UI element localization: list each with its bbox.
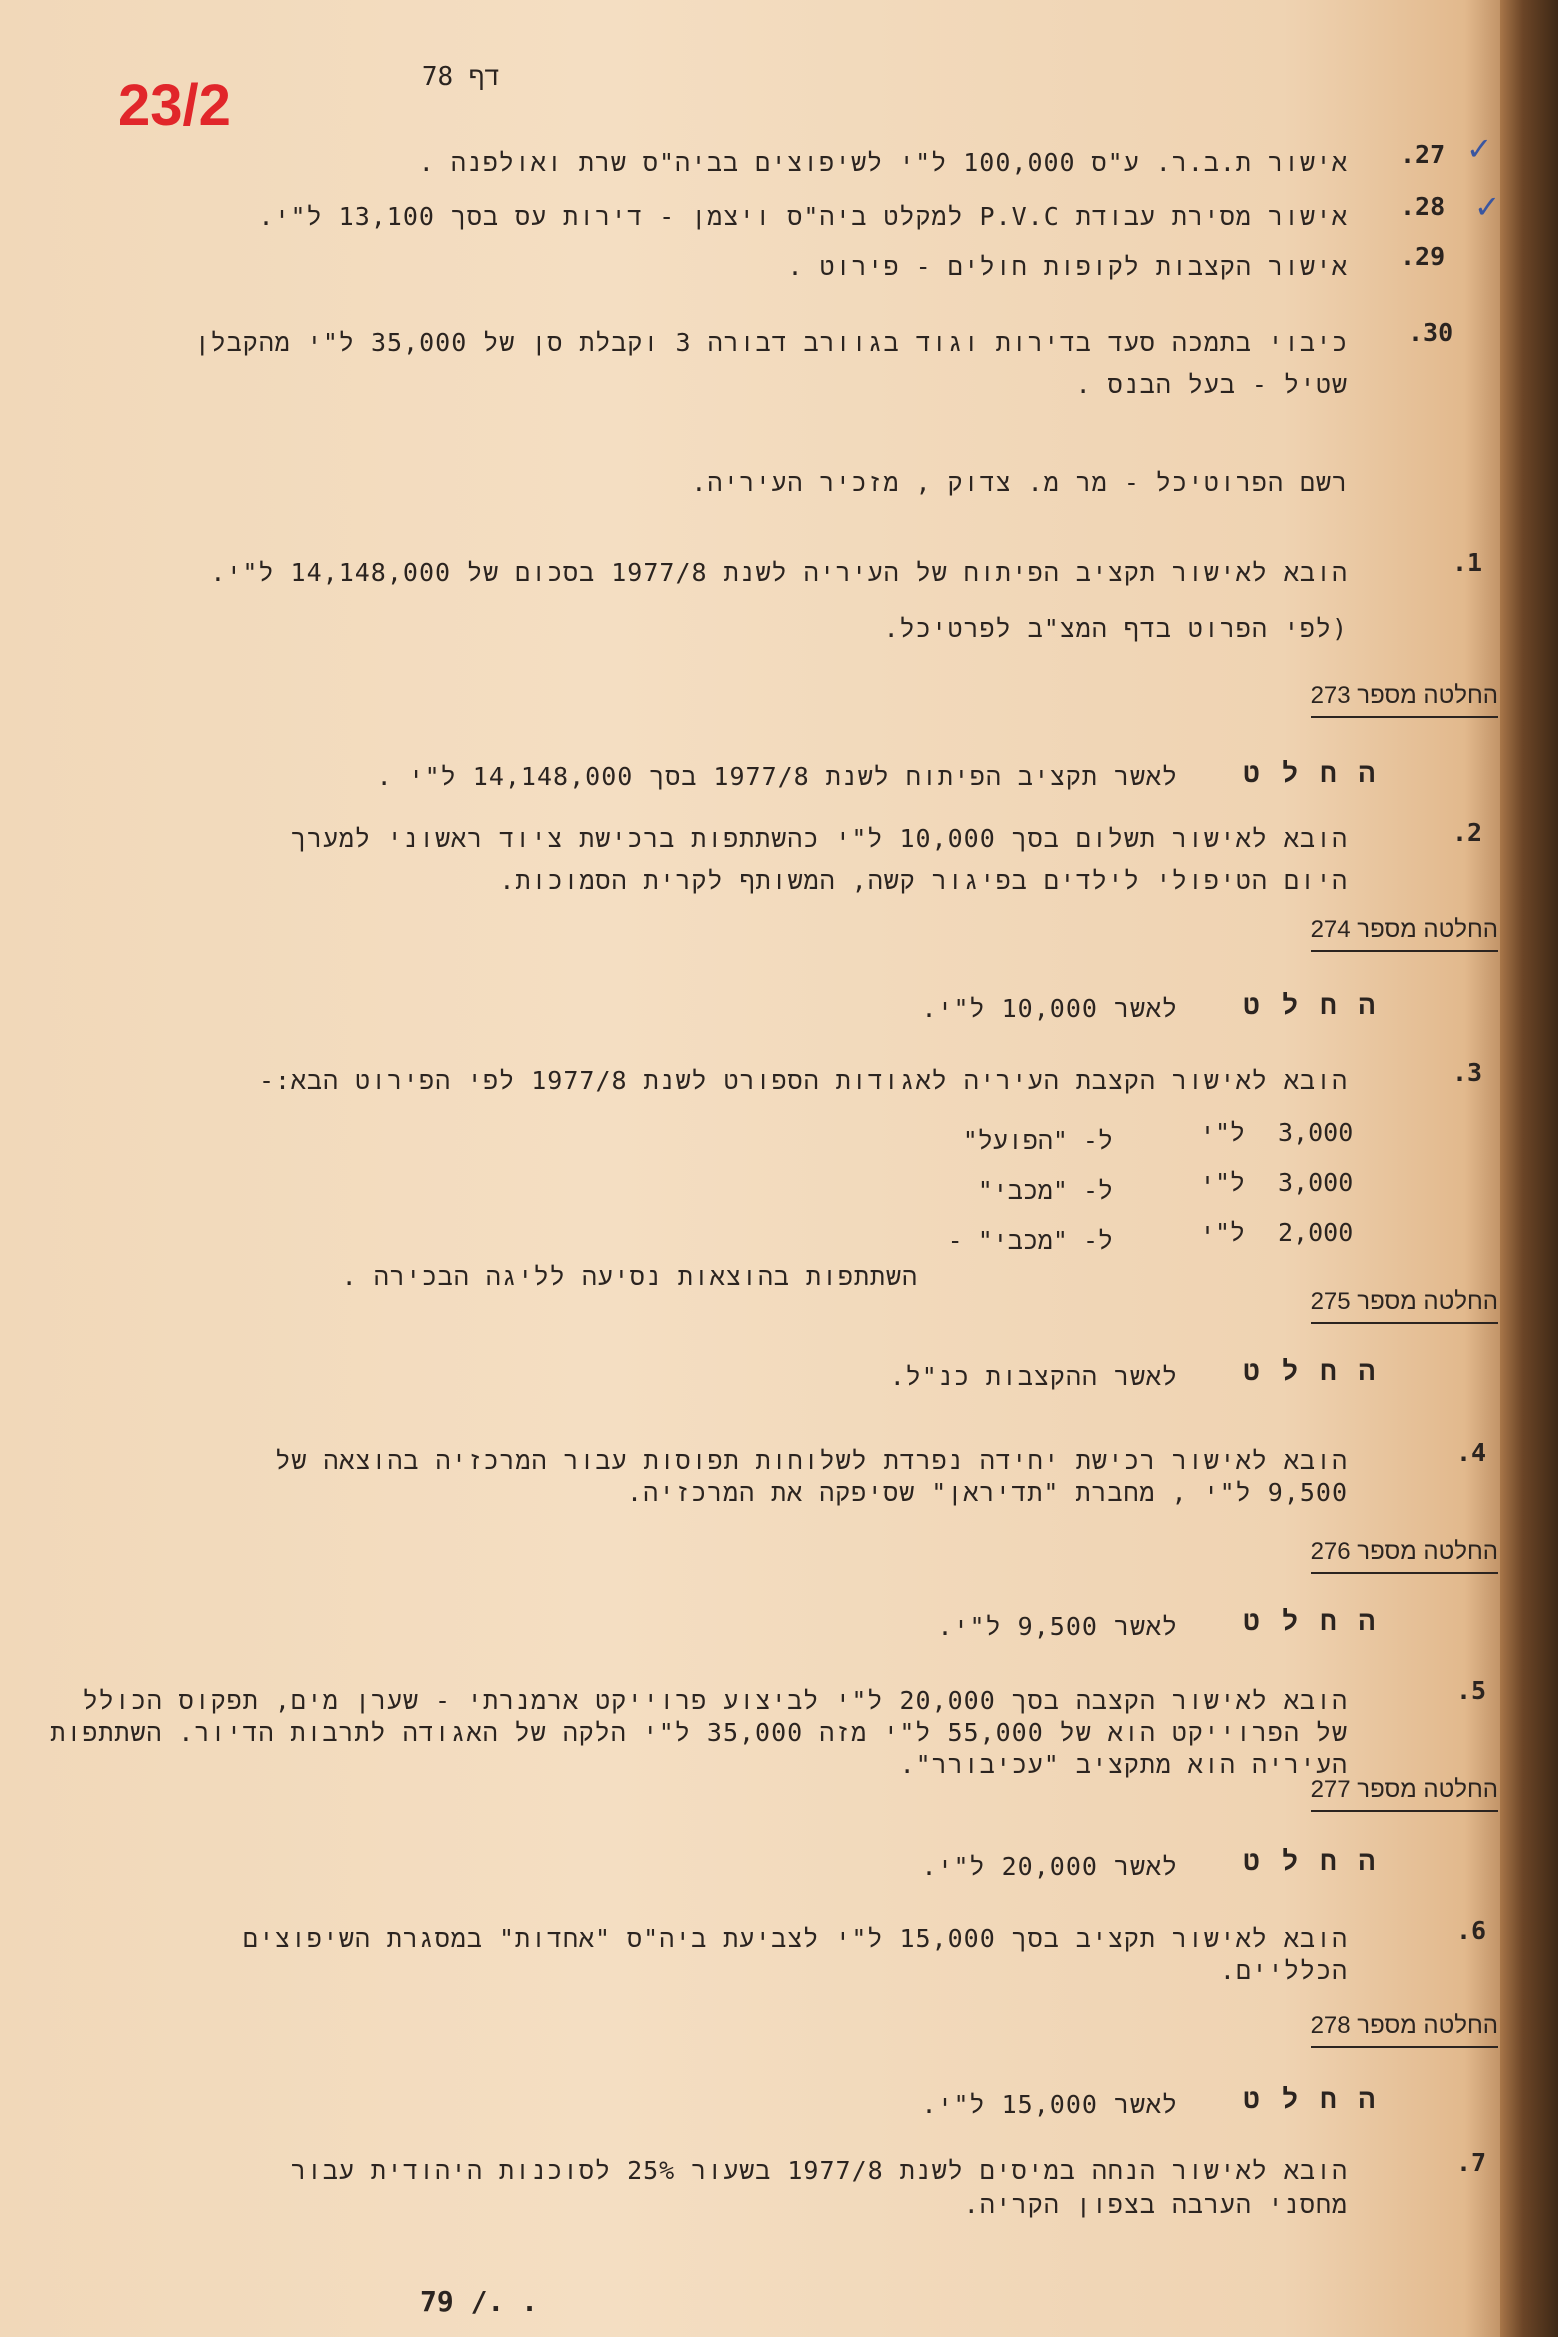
page-footer: 79 /. . <box>420 2285 539 2318</box>
resolved-label: ה ח ל ט <box>1243 1846 1378 1877</box>
item-text: כיבוי בתמכה סעד בדירות וגוד בגוורב דבורה 3 וקבלת סן של 35,000 ל"י מהקבלן <box>194 328 1348 357</box>
page-stamp: 23/2 <box>118 73 231 138</box>
resolved-label: ה ח ל ט <box>1243 2084 1378 2115</box>
item-text: אישור ת.ב.ר. ע"ס 100,000 ל"י לשיפוצים בביה"ס שרת ואולפנה . <box>418 148 1348 177</box>
resolved-label: ה ח ל ט <box>1243 758 1378 789</box>
decision-number: החלטה מספר 275 <box>1311 1288 1498 1324</box>
agenda-text: (לפי הפרוט בדף המצ"ב לפרטיכל. <box>883 614 1348 643</box>
resolved-text: לאשר תקציב הפיתוח לשנת 1977/8 בסך 14,148,000 ל"י . <box>376 762 1178 791</box>
agenda-number: .4 <box>1456 1438 1487 1467</box>
resolved-text: לאשר 10,000 ל"י. <box>921 994 1178 1023</box>
agenda-text: הובא לאישור הקצבה בסך 20,000 ל"י לביצוע פרוייקט ארמנרתי - שערן מים, תפקוס הכולל <box>82 1686 1348 1715</box>
agenda-text: הובא לאישור תקציב בסך 15,000 ל"י לצביעת ביה"ס "אחדות" במסגרת השיפוצים <box>242 1924 1348 1953</box>
decision-number: החלטה מספר 273 <box>1311 682 1498 718</box>
item-number: .27 <box>1400 140 1446 169</box>
decision-number: החלטה מספר 274 <box>1311 916 1498 952</box>
resolved-text: לאשר 9,500 ל"י. <box>937 1612 1178 1641</box>
allocation-recipient: ל- "מכבי" <box>977 1176 1113 1205</box>
agenda-text: מחסני הערבה בצפון הקריה. <box>963 2190 1348 2219</box>
agenda-number: .7 <box>1456 2148 1487 2177</box>
page-label: דף <box>468 62 500 92</box>
allocation-recipient: ל- "הפועל" <box>962 1126 1113 1155</box>
agenda-text: הכלליים. <box>1219 1956 1348 1985</box>
agenda-number: .6 <box>1456 1916 1487 1945</box>
agenda-text: של הפרוייקט הוא של 55,000 ל"י מזה 35,000 ל"י הלקה של האגודה לתרבות הדיור. השתתפות <box>50 1718 1348 1747</box>
resolved-text: לאשר ההקצבות כנ"ל. <box>889 1362 1178 1391</box>
resolved-text: לאשר 20,000 ל"י. <box>921 1852 1178 1881</box>
agenda-text: הובא לאישור הקצבת העיריה לאגודות הספורט לשנת 1977/8 לפי הפירוט הבא:- <box>258 1066 1348 1095</box>
agenda-number: .5 <box>1456 1676 1487 1705</box>
check-mark-icon: ✓ <box>1476 186 1498 227</box>
agenda-text: היום הטיפולי לילדים בפיגור קשה, המשותף לקרית הסמוכות. <box>499 866 1348 895</box>
agenda-number: .2 <box>1452 818 1483 847</box>
page-header <box>360 62 500 93</box>
agenda-text: הובא לאישור רכישת יחידה נפרדת לשלוחות תפוסות עבור המרכזיה בהוצאה של <box>275 1446 1348 1475</box>
resolved-label: ה ח ל ט <box>1243 1606 1378 1637</box>
allocation-amount: 3,000 <box>1278 1118 1354 1147</box>
agenda-text: הובא לאישור תקציב הפיתוח של העיריה לשנת 1977/8 בסכום של 14,148,000 ל"י. <box>210 558 1348 587</box>
allocation-recipient: ל- "מכבי" - <box>947 1226 1113 1255</box>
item-text: אישור הקצבות לקופות חולים - פירוט . <box>787 252 1348 281</box>
check-mark-icon: ✓ <box>1468 128 1490 169</box>
allocation-unit: ל"י <box>1200 1118 1246 1147</box>
decision-number: החלטה מספר 276 <box>1311 1538 1498 1574</box>
item-number: .30 <box>1408 318 1454 347</box>
agenda-number: .1 <box>1452 548 1483 577</box>
page-number: 78 <box>421 62 454 92</box>
agenda-text: הובא לאישור הנחה במיסים לשנת 1977/8 בשעור 25% לסוכנות היהודית עבור <box>290 2156 1348 2185</box>
agenda-text: הובא לאישור תשלום בסך 10,000 ל"י כהשתתפות ברכישת ציוד ראשוני למערך <box>291 824 1348 853</box>
item-text: אישור מסירת עבודת P.V.C למקלט ביה"ס ויצמן - דירות עס בסך 13,100 ל"י. <box>258 202 1348 231</box>
resolved-text: לאשר 15,000 ל"י. <box>921 2090 1178 2119</box>
item-number: .29 <box>1400 242 1446 271</box>
decision-number: החלטה מספר 277 <box>1311 1776 1498 1812</box>
allocation-amount: 2,000 <box>1278 1218 1354 1247</box>
allocation-unit: ל"י <box>1200 1168 1246 1197</box>
allocation-amount: 3,000 <box>1278 1168 1354 1197</box>
agenda-number: .3 <box>1452 1058 1483 1087</box>
decision-number: החלטה מספר 278 <box>1311 2012 1498 2048</box>
resolved-label: ה ח ל ט <box>1243 990 1378 1021</box>
item-text: שטיל - בעל הבנס . <box>1075 370 1348 399</box>
minutes-note: רשם הפרוטיכל - מר מ. צדוק , מזכיר העיריה. <box>691 468 1348 497</box>
allocation-unit: ל"י <box>1200 1218 1246 1247</box>
allocation-note: השתתפות בהוצאות נסיעה לליגה הבכירה . <box>341 1262 918 1291</box>
book-spine <box>1500 0 1558 2337</box>
item-number: .28 <box>1400 192 1446 221</box>
agenda-text: העיריה הוא מתקציב "עכיבורר". <box>899 1750 1348 1779</box>
agenda-text: 9,500 ל"י , מחברת "תדיראן" שסיפקה את המרכזיה. <box>627 1478 1348 1507</box>
resolved-label: ה ח ל ט <box>1243 1356 1378 1387</box>
